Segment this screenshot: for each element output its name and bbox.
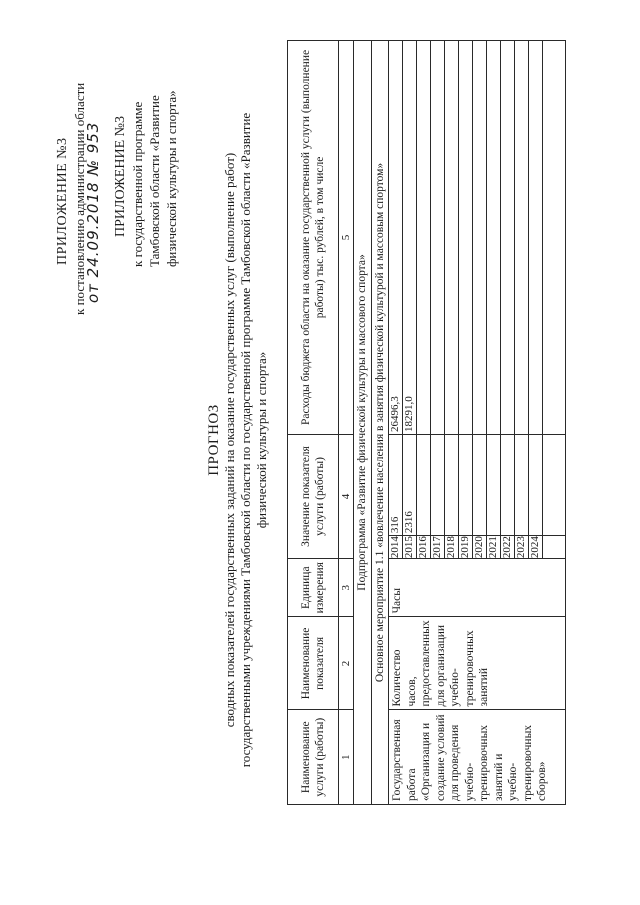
year-cell: 2014 bbox=[389, 536, 401, 559]
column-number: 4 bbox=[339, 434, 354, 558]
year-cell: 2023 bbox=[515, 536, 527, 559]
expense-cell bbox=[431, 41, 445, 435]
appendix-sub-line: Тамбовской области «Развитие bbox=[147, 95, 162, 267]
expense-cell bbox=[473, 41, 487, 435]
event-title: Основное мероприятие 1.1 «вовлечение населения в занятия физической культурой и массовым спортом» bbox=[371, 41, 389, 805]
subtitle-line: физической культуры и спорта» bbox=[254, 351, 269, 529]
appendix-main-line: к постановлению администрации области bbox=[72, 82, 87, 315]
subprogram-row bbox=[354, 41, 372, 805]
header-expense: Расходы бюджета области на оказание государственной услуги (выполнение работы) тыс. рублей, в том числе bbox=[288, 41, 339, 435]
empty-cell bbox=[543, 41, 566, 435]
event-row bbox=[371, 41, 389, 805]
indicator-name: Количество часов, предоставленных для организации учебно-тренировочных занятий bbox=[389, 617, 566, 710]
header-row bbox=[288, 41, 339, 805]
year-cell: 2021 bbox=[487, 536, 499, 559]
subtitle-line: сводных показателей государственных заданий на оказание государственных услуг (выполнение работ) bbox=[222, 152, 237, 728]
title-prognoz: ПРОГНОЗ bbox=[206, 404, 222, 476]
header-value: Значение показателя услуги (работы) bbox=[288, 434, 339, 558]
value-cell: 316 bbox=[389, 434, 403, 535]
year-cell: 2017 bbox=[431, 536, 443, 559]
header-indicator: Наименование показателя bbox=[288, 617, 339, 710]
expense-cell bbox=[515, 41, 529, 435]
handwritten-date-number: от 24.09.2018 № 953 bbox=[84, 121, 102, 303]
service-name: Государственная работа «Организация и создание условий для проведения учебно-тренировочных занятий и учебно-тренировочных сборов» bbox=[389, 710, 566, 805]
appendix-main-title: ПРИЛОЖЕНИЕ №3 bbox=[55, 137, 70, 265]
subtitle-line: государственными учреждениями Тамбовской области по государственной программе Тамбовской области «Развитие bbox=[238, 112, 253, 768]
column-number: 3 bbox=[339, 559, 354, 617]
value-cell bbox=[473, 434, 487, 535]
value-cell bbox=[417, 434, 431, 535]
column-number-row bbox=[339, 41, 354, 805]
appendix-sub bbox=[112, 90, 180, 267]
appendix-sub-line: физической культуры и спорта» bbox=[164, 90, 179, 267]
forecast-table bbox=[287, 40, 566, 805]
value-cell bbox=[487, 434, 501, 535]
year-cell: 2016 bbox=[417, 536, 429, 559]
year-cell: 2024 bbox=[529, 536, 541, 559]
expense-cell bbox=[445, 41, 459, 435]
value-cell bbox=[445, 434, 459, 535]
year-cell: 2018 bbox=[445, 536, 457, 559]
subprogram-title: Подпрограмма «Развитие физической культуры и массового спорта» bbox=[354, 41, 372, 805]
expense-cell: 18291,0 bbox=[403, 41, 417, 435]
value-cell bbox=[431, 434, 445, 535]
document-title bbox=[206, 95, 270, 785]
unit-name: Часы bbox=[389, 559, 566, 617]
column-number: 1 bbox=[339, 710, 354, 805]
value-cell: 2316 bbox=[403, 434, 417, 535]
data-row bbox=[389, 41, 403, 805]
empty-cell bbox=[543, 434, 566, 535]
value-cell bbox=[501, 434, 515, 535]
year-cell: 2020 bbox=[473, 536, 485, 559]
appendix-main bbox=[54, 83, 102, 315]
expense-cell: 26496,3 bbox=[389, 41, 403, 435]
header-service: Наименование услуги (работы) bbox=[288, 710, 339, 805]
column-number: 2 bbox=[339, 617, 354, 710]
value-cell bbox=[459, 434, 473, 535]
year-cell: 2019 bbox=[459, 536, 471, 559]
expense-cell bbox=[501, 41, 515, 435]
value-cell bbox=[529, 434, 543, 535]
value-cell bbox=[515, 434, 529, 535]
expense-cell bbox=[459, 41, 473, 435]
appendix-sub-line: к государственной программе bbox=[130, 101, 145, 267]
header-unit: Единица измерения bbox=[288, 559, 339, 617]
expense-cell bbox=[529, 41, 543, 435]
column-number: 5 bbox=[339, 41, 354, 435]
expense-cell bbox=[417, 41, 431, 435]
year-cell: 2022 bbox=[501, 536, 513, 559]
appendix-sub-title: ПРИЛОЖЕНИЕ №3 bbox=[113, 116, 128, 237]
empty-cell bbox=[543, 536, 566, 559]
year-cell: 2015 bbox=[403, 536, 415, 559]
expense-cell bbox=[487, 41, 501, 435]
